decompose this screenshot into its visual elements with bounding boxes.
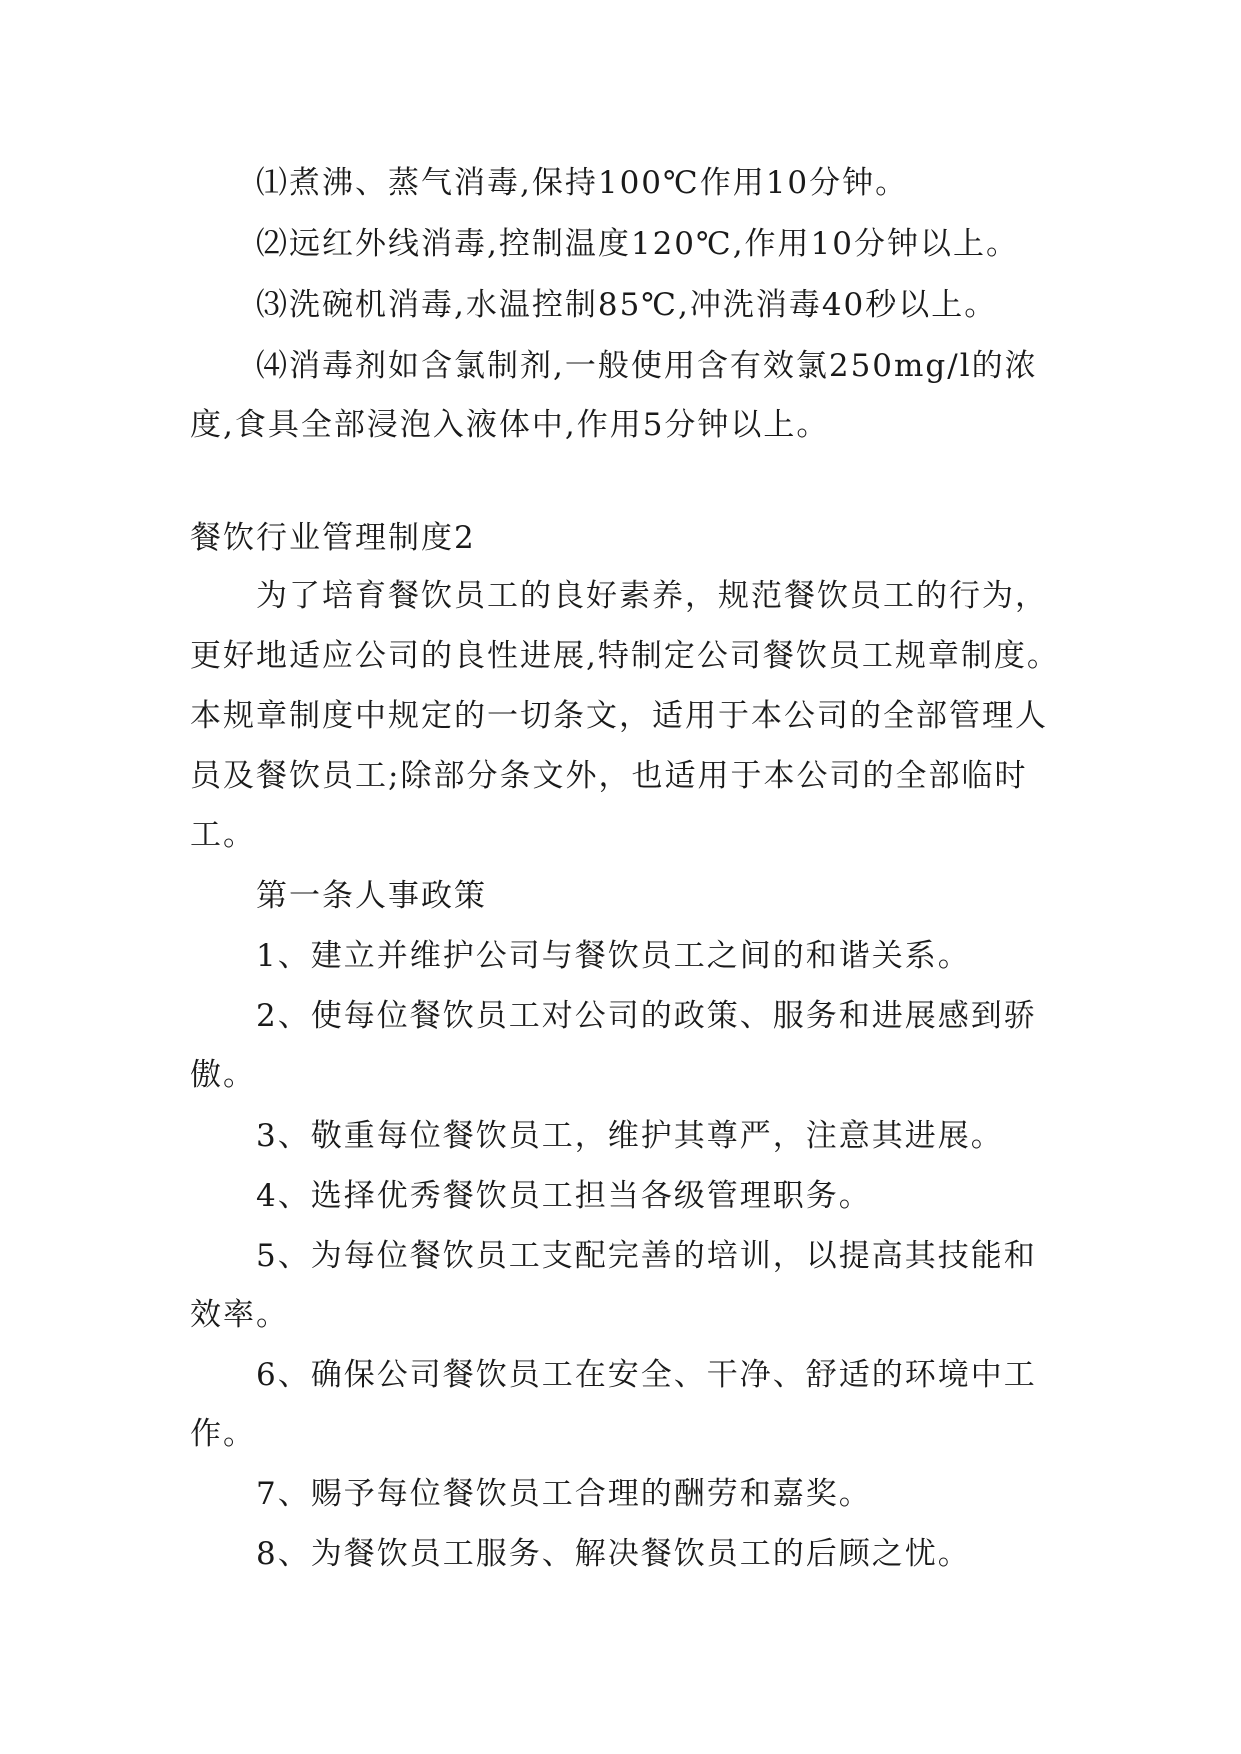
disinfection-item-3: ⑶洗碗机消毒,水温控制85℃,冲洗消毒40秒以上。 — [256, 287, 998, 323]
intro-line-2: 更好地适应公司的良性进展,特制定公司餐饮员工规章制度。 — [190, 638, 1060, 674]
intro-line-4: 员及餐饮员工;除部分条文外，也适用于本公司的全部临时 — [190, 758, 1028, 794]
intro-line-3: 本规章制度中规定的一切条文，适用于本公司的全部管理人 — [190, 698, 1048, 734]
intro-line-5: 工。 — [190, 817, 256, 853]
section-heading: 餐饮行业管理制度2 — [190, 520, 476, 556]
policy-point-3: 3、敬重每位餐饮员工，维护其尊严，注意其进展。 — [256, 1118, 1004, 1154]
policy-point-7: 7、赐予每位餐饮员工合理的酬劳和嘉奖。 — [256, 1476, 872, 1512]
disinfection-item-4: ⑷消毒剂如含氯制剂,一般使用含有效氯250mg/l的浓 — [256, 348, 1038, 384]
policy-point-6: 6、确保公司餐饮员工在安全、干净、舒适的环境中工 — [256, 1357, 1037, 1393]
intro-text: 为了培育餐饮员工的良好素养，规范餐饮员工的行为， — [256, 578, 1048, 614]
policy-point-2-cont: 傲。 — [190, 1057, 256, 1093]
policy-point-5: 5、为每位餐饮员工支配完善的培训，以提高其技能和 — [256, 1238, 1037, 1274]
policy-point-6-cont: 作。 — [190, 1416, 256, 1452]
disinfection-item-4-cont: 度,食具全部浸泡入液体中,作用5分钟以上。 — [190, 407, 830, 443]
disinfection-item-2: ⑵远红外线消毒,控制温度120℃,作用10分钟以上。 — [256, 226, 1020, 262]
article-title: 第一条人事政策 — [256, 878, 487, 914]
policy-point-8: 8、为餐饮员工服务、解决餐饮员工的后顾之忧。 — [256, 1536, 971, 1572]
policy-point-5-cont: 效率。 — [190, 1297, 289, 1333]
disinfection-item-1: ⑴煮沸、蒸气消毒,保持100℃作用10分钟。 — [256, 165, 909, 201]
policy-point-4: 4、选择优秀餐饮员工担当各级管理职务。 — [256, 1178, 872, 1214]
intro-line-1 — [256, 576, 1052, 616]
policy-point-1: 1、建立并维护公司与餐饮员工之间的和谐关系。 — [256, 938, 971, 974]
policy-point-2: 2、使每位餐饮员工对公司的政策、服务和进展感到骄 — [256, 998, 1037, 1034]
